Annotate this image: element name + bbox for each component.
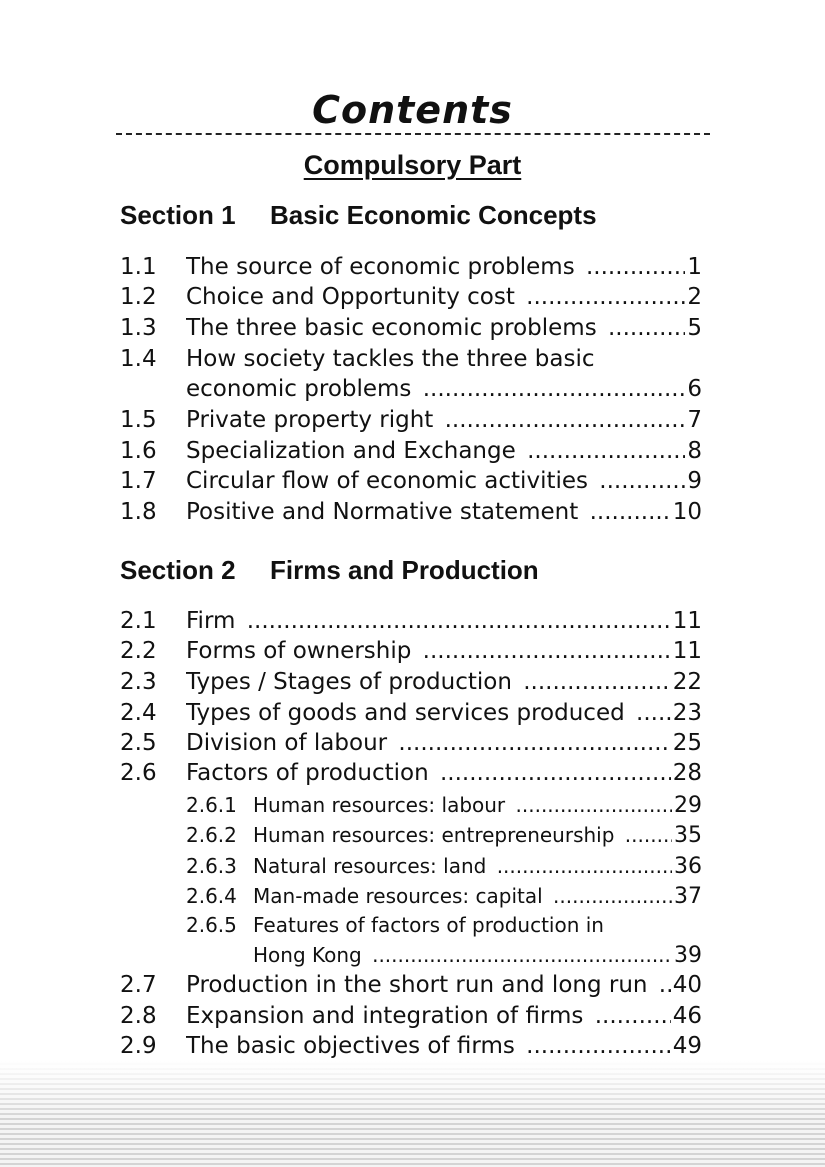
toc-subentry-2-6-4[interactable] <box>186 881 702 912</box>
toc-entry-1-4-cont[interactable] <box>120 374 702 405</box>
entry-label: Specialization and Exchange <box>186 438 520 464</box>
entry-number: 2.5 <box>120 730 157 756</box>
entry-label: Choice and Opportunity cost <box>186 284 519 310</box>
toc-subentry-2-6-5[interactable] <box>186 910 702 941</box>
entry-label: Types of goods and services produced <box>186 700 629 726</box>
entry-number: 2.8 <box>120 1003 157 1029</box>
entry-label: Features of factors of production in <box>253 913 608 937</box>
toc-entry-1-8[interactable] <box>120 497 702 528</box>
entry-label: Production in the short run and long run <box>186 972 652 998</box>
entry-page: 2 <box>685 282 702 313</box>
entry-number: 1.7 <box>120 468 157 494</box>
toc-entry-1-4[interactable] <box>120 344 702 375</box>
entry-number: 1.3 <box>120 315 157 341</box>
toc-entry-1-5[interactable] <box>120 405 702 436</box>
entry-page: 5 <box>685 313 702 344</box>
toc-entry-2-1[interactable] <box>120 606 702 637</box>
entry-number: 2.3 <box>120 669 157 695</box>
section-2-heading <box>120 555 539 586</box>
entry-label: Expansion and integration of firms <box>186 1003 587 1029</box>
entry-number: 2.6.1 <box>186 793 237 817</box>
entry-page: 28 <box>671 758 702 789</box>
entry-number: 1.1 <box>120 254 157 280</box>
entry-page: 1 <box>685 252 702 283</box>
entry-number: 2.2 <box>120 638 157 664</box>
entry-page: 22 <box>671 667 702 698</box>
entry-page: 35 <box>672 820 702 851</box>
toc-entry-1-7[interactable] <box>120 466 702 497</box>
entry-page: 8 <box>685 436 702 467</box>
toc-entry-2-2[interactable] <box>120 636 702 667</box>
toc-entry-1-2[interactable] <box>120 282 702 313</box>
entry-number: 2.4 <box>120 700 157 726</box>
toc-entry-1-6[interactable] <box>120 436 702 467</box>
entry-label: The three basic economic problems <box>186 315 601 341</box>
entry-number: 2.7 <box>120 972 157 998</box>
entry-label: Circular flow of economic activities <box>186 468 592 494</box>
toc-subentry-2-6-2[interactable] <box>186 820 702 851</box>
decorative-stripe-footer <box>0 1060 825 1167</box>
toc-entry-1-1[interactable] <box>120 252 702 283</box>
entry-label: Man-made resources: capital <box>253 884 547 908</box>
entry-page: 39 <box>672 940 702 971</box>
entry-page: 9 <box>685 466 702 497</box>
entry-number: 2.6.2 <box>186 823 237 847</box>
entry-page: 37 <box>672 881 702 912</box>
entry-number: 1.4 <box>120 346 157 372</box>
entry-number: 1.5 <box>120 407 157 433</box>
entry-page: 7 <box>685 405 702 436</box>
entry-page: 11 <box>671 636 702 667</box>
entry-page: 11 <box>671 606 702 637</box>
toc-subentry-2-6-5-cont[interactable] <box>186 940 702 971</box>
entry-number: 1.2 <box>120 284 157 310</box>
entry-label: The basic objectives of firms <box>186 1033 519 1059</box>
toc-entry-2-7[interactable] <box>120 970 702 1001</box>
title-divider <box>116 133 710 135</box>
entry-label: Private property right <box>186 407 437 433</box>
entry-page: 49 <box>671 1031 702 1062</box>
entry-page: 46 <box>671 1001 702 1032</box>
entry-number: 2.6.4 <box>186 884 237 908</box>
toc-entry-2-8[interactable] <box>120 1001 702 1032</box>
entry-page: 25 <box>671 728 702 759</box>
part-heading: Compulsory Part <box>303 150 522 180</box>
section-number: Section 1 <box>120 200 236 230</box>
entry-label: Human resources: entrepreneurship <box>253 823 618 847</box>
toc-entry-2-4[interactable] <box>120 698 702 729</box>
toc-subentry-2-6-1[interactable] <box>186 790 702 821</box>
entry-label: Types / Stages of production <box>186 669 516 695</box>
toc-entry-2-5[interactable] <box>120 728 702 759</box>
entry-page: 23 <box>671 698 702 729</box>
entry-number: 2.6.5 <box>186 913 237 937</box>
entry-page: 10 <box>671 497 702 528</box>
entry-page: 36 <box>672 851 702 882</box>
section-title: Firms and Production <box>270 555 539 585</box>
section-1-heading <box>120 200 597 231</box>
entry-number: 2.6.3 <box>186 854 237 878</box>
entry-label: Factors of production <box>186 760 433 786</box>
entry-page: 40 <box>671 970 702 1001</box>
entry-number: 1.8 <box>120 499 157 525</box>
entry-label: Firm <box>186 608 239 634</box>
toc-entry-2-6[interactable] <box>120 758 702 789</box>
toc-subentry-2-6-3[interactable] <box>186 851 702 882</box>
entry-page: 29 <box>672 790 702 821</box>
entry-label-continued: economic problems <box>186 376 415 402</box>
entry-page: 6 <box>685 374 702 405</box>
entry-label: Human resources: labour <box>253 793 509 817</box>
entry-label: The source of economic problems <box>186 254 579 280</box>
entry-label: Forms of ownership <box>186 638 415 664</box>
entry-label: How society tackles the three basic <box>186 346 599 372</box>
entry-label: Positive and Normative statement <box>186 499 582 525</box>
toc-entry-1-3[interactable] <box>120 313 702 344</box>
toc-entry-2-3[interactable] <box>120 667 702 698</box>
page-title: Contents <box>312 88 513 132</box>
section-number: Section 2 <box>120 555 236 585</box>
entry-number: 2.9 <box>120 1033 157 1059</box>
entry-number: 2.1 <box>120 608 157 634</box>
entry-number: 1.6 <box>120 438 157 464</box>
entry-label-continued: Hong Kong <box>253 943 366 967</box>
entry-label: Natural resources: land <box>253 854 490 878</box>
toc-entry-2-9[interactable] <box>120 1031 702 1062</box>
entry-label: Division of labour <box>186 730 391 756</box>
section-title: Basic Economic Concepts <box>270 200 597 230</box>
entry-number: 2.6 <box>120 760 157 786</box>
